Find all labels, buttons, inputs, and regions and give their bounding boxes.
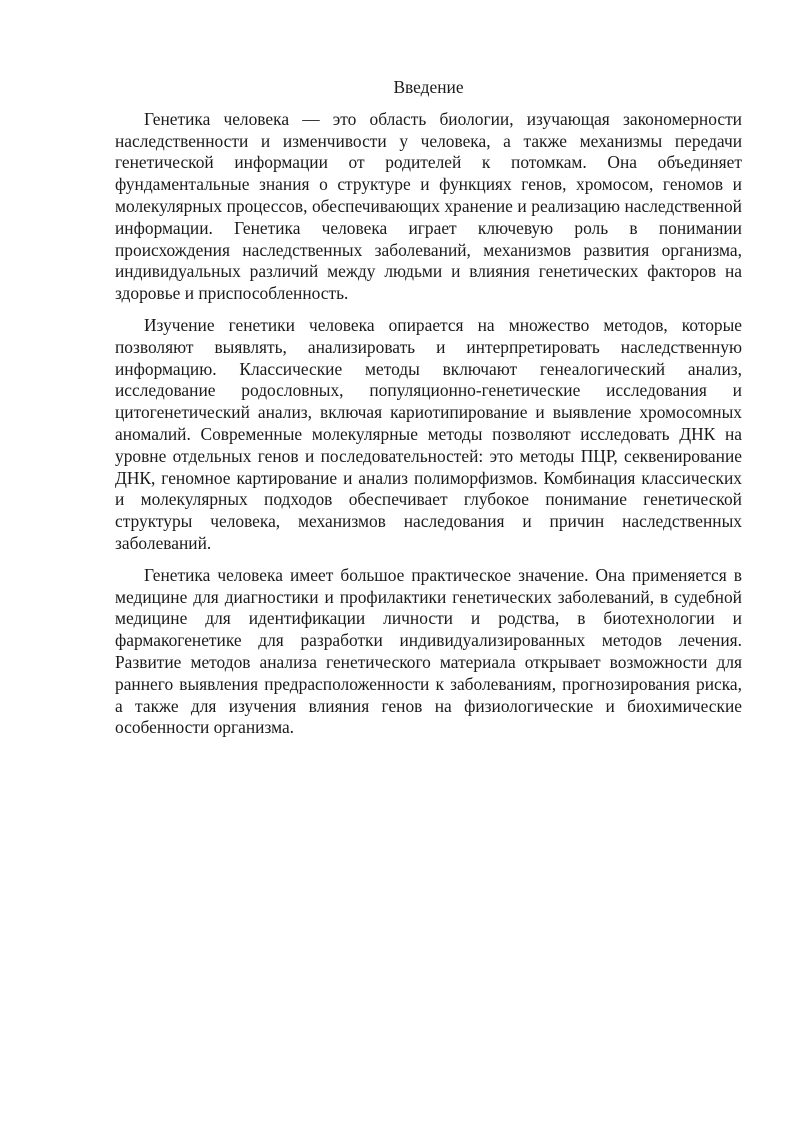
document-page	[115, 77, 742, 749]
paragraph-2: Изучение генетики человека опирается на множество методов, которые позволяют выявлять, анализировать и интерпретировать наследственную информацию. Классические методы включают генеалогический анализ, исследование родословных, популяционно-генетические исследования и цитогенетический анализ, включая кариотипирование и выявление хромосомных аномалий. Современные молекулярные методы позволяют исследовать ДНК на уровне отдельных генов и последовательностей: это методы ПЦР, секвенирование ДНК, геномное картирование и анализ полиморфизмов. Комбинация классических и молекулярных подходов обеспечивает глубокое понимание генетической структуры человека, механизмов наследования и причин наследственных заболеваний.	[115, 314, 742, 553]
paragraph-1: Генетика человека — это область биологии, изучающая закономерности наследственности и изменчивости у человека, а также механизмы передачи генетической информации от родителей к потомкам. Она объединяет фундаментальные знания о структуре и функциях генов, хромосом, геномов и молекулярных процессов, обеспечивающих хранение и реализацию наследственной информации. Генетика человека играет ключевую роль в понимании происхождения наследственных заболеваний, механизмов развития организма, индивидуальных различий между людьми и влияния генетических факторов на здоровье и приспособленность.	[115, 108, 742, 304]
document-title: Введение	[393, 77, 464, 97]
paragraph-3: Генетика человека имеет большое практическое значение. Она применяется в медицине для диагностики и профилактики генетических заболеваний, в судебной медицине для идентификации личности и родства, в биотехнологии и фармакогенетике для разработки индивидуализированных методов лечения. Развитие методов анализа генетического материала открывает возможности для раннего выявления предрасположенности к заболеваниям, прогнозирования риска, а также для изучения влияния генов на физиологические и биохимические особенности организма.	[115, 564, 742, 738]
